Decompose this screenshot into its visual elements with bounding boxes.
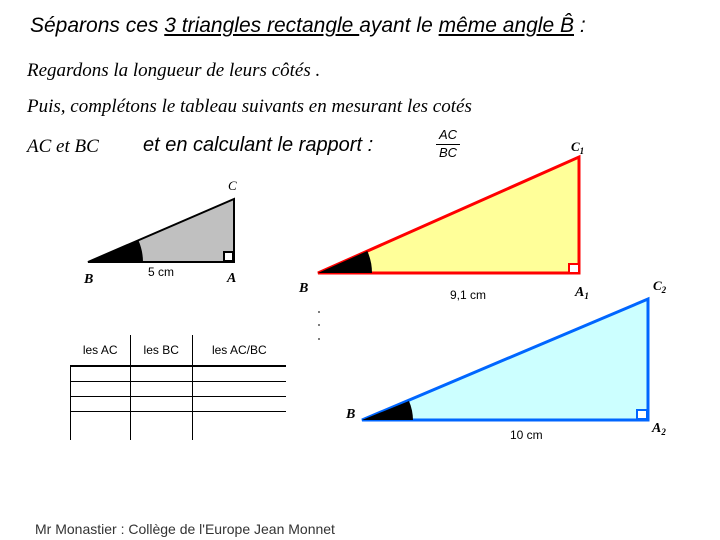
fraction-denominator: BC (438, 145, 458, 160)
measurement-table (70, 335, 286, 440)
large-label-b: B (346, 407, 356, 422)
table-cell[interactable] (130, 366, 192, 382)
large-label-a: $A_2$ (652, 421, 666, 437)
small-triangle (88, 199, 234, 262)
table-cell[interactable] (71, 366, 131, 382)
footer-credit: Mr Monastier : Collège de l'Europe Jean Monnet (35, 521, 335, 537)
dot (318, 324, 320, 326)
table-cell[interactable] (71, 397, 131, 412)
fraction-numerator: AC (436, 127, 460, 145)
table-row (71, 366, 287, 382)
title-text: ayant le (359, 14, 439, 37)
large-right-angle-marker (637, 410, 647, 419)
medium-label-c: $C_1$ (571, 139, 585, 156)
small-angle-marker (88, 241, 143, 263)
title-underlined-text: même angle B̂ (438, 14, 574, 37)
instruction-line-1: Regardons la longueur de leurs côtés . (27, 60, 321, 81)
small-right-angle-marker (224, 252, 233, 261)
table-cell[interactable] (192, 382, 286, 397)
table-row (71, 397, 287, 412)
table-header-ac: les AC (82, 343, 118, 357)
title-text: : (574, 14, 586, 37)
table-header-ratio: les AC/BC (192, 335, 286, 366)
table-cell[interactable] (130, 397, 192, 412)
table-cell[interactable] (192, 412, 286, 441)
small-label-a: A (227, 271, 237, 286)
large-measure: 10 cm (510, 428, 543, 442)
small-measure: 5 cm (148, 265, 175, 279)
table-cell[interactable] (130, 382, 192, 397)
dot (318, 311, 320, 313)
medium-right-angle-marker (569, 264, 579, 273)
medium-measure: 9,1 cm (450, 288, 487, 302)
medium-label-a: $A_1$ (575, 285, 589, 301)
large-label-c: $C_2$ (653, 278, 667, 295)
title-text: Séparons ces (30, 14, 165, 37)
table-row (71, 382, 287, 397)
table-cell[interactable] (71, 412, 131, 441)
table-row (71, 412, 287, 441)
small-label-b: B (84, 272, 94, 287)
dot (318, 338, 320, 340)
instruction-line-2: Puis, complétons le tableau suivants en mesurant les cotés (27, 96, 472, 117)
table-cell[interactable] (192, 397, 286, 412)
medium-label-b: B (299, 281, 309, 296)
table-header-bc: les BC (130, 335, 192, 366)
instruction-line-3-continued: et en calculant le rapport : (143, 134, 374, 156)
medium-angle-marker (318, 251, 372, 273)
large-angle-marker (362, 401, 413, 420)
table-cell[interactable] (192, 366, 286, 382)
small-label-c: C (228, 178, 237, 193)
table-cell[interactable] (130, 412, 192, 441)
large-triangle (362, 299, 648, 420)
title-underlined-text: 3 triangles rectangle (164, 14, 360, 37)
instruction-line-3: AC et BC (27, 136, 99, 157)
table-cell[interactable] (71, 382, 131, 397)
